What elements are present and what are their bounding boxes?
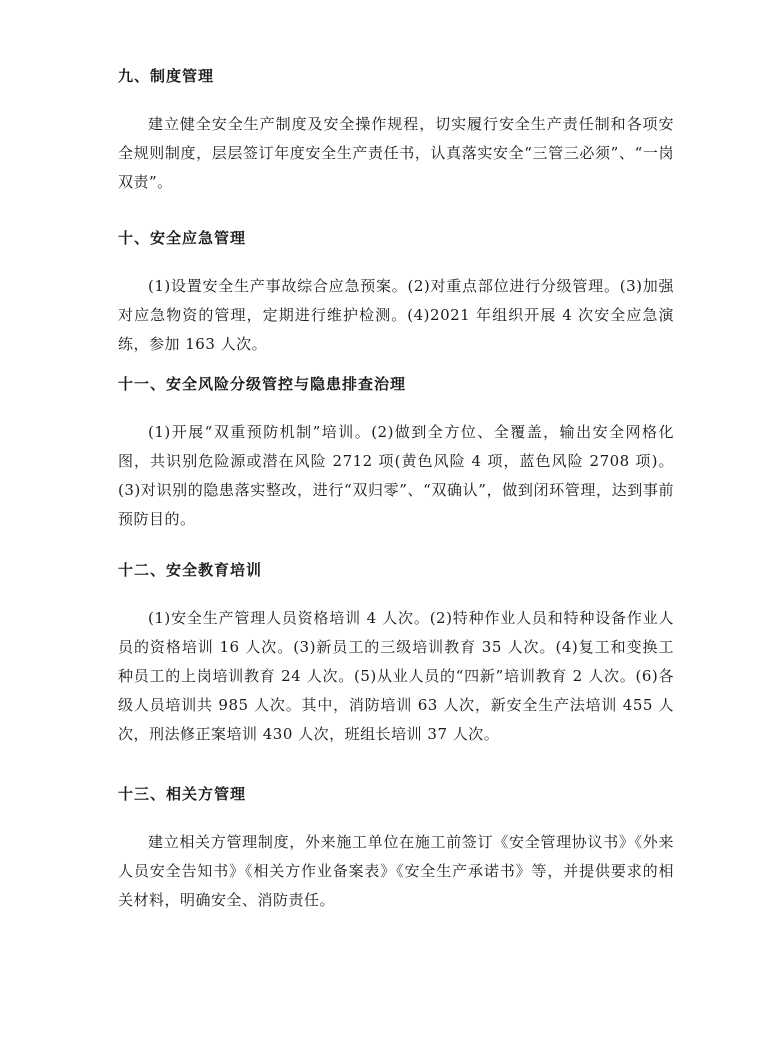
section-paragraph: (1)开展“双重预防机制”培训。(2)做到全方位、全覆盖，输出安全网格化图，共识别危险源或潜在风险 2712 项(黄色风险 4 项，蓝色风险 2708 项)。(3)对识别的隐患落实整改，进行“双归零”、“双确认”，做到闭环管理，达到事前预防目的。 — [118, 423, 674, 528]
section-heading: 十三、相关方管理 — [118, 785, 247, 803]
section-heading: 十一、安全风险分级管控与隐患排查治理 — [118, 375, 407, 393]
section-heading: 十二、安全教育培训 — [118, 561, 263, 579]
section-institution-management — [118, 62, 674, 224]
section-heading: 十、安全应急管理 — [118, 229, 247, 247]
section-emergency-management — [118, 224, 674, 370]
section-paragraph: 建立健全安全生产制度及安全操作规程，切实履行安全生产责任制和各项安全规则制度，层层签订年度安全生产责任书，认真落实安全“三管三必须”、“一岗双责”。 — [118, 115, 674, 191]
section-paragraph: 建立相关方管理制度，外来施工单位在施工前签订《安全管理协议书》《外来人员安全告知书》《相关方作业备案表》《安全生产承诺书》等，并提供要求的相关材料，明确安全、消防责任。 — [118, 833, 674, 909]
section-safety-training — [118, 556, 674, 780]
section-related-party-management — [118, 780, 674, 920]
section-paragraph: (1)安全生产管理人员资格培训 4 人次。(2)特种作业人员和特种设备作业人员的资格培训 16 人次。(3)新员工的三级培训教育 35 人次。(4)复工和变换工种员工的上岗培训教育 24 人次。(5)从业人员的“四新”培训教育 2 人次。(6)各级人员培训共 985 人次。其中，消防培训 63 人次，新安全生产法培训 455 人次，刑法修正案培训 430 人次，班组长培训 37 人次。 — [118, 609, 674, 743]
section-heading: 九、制度管理 — [118, 67, 215, 85]
section-paragraph: (1)设置安全生产事故综合应急预案。(2)对重点部位进行分级管理。(3)加强对应急物资的管理，定期进行维护检测。(4)2021 年组织开展 4 次安全应急演练，参加 163 人次。 — [118, 277, 674, 353]
document-page — [118, 62, 674, 920]
section-risk-control — [118, 370, 674, 556]
